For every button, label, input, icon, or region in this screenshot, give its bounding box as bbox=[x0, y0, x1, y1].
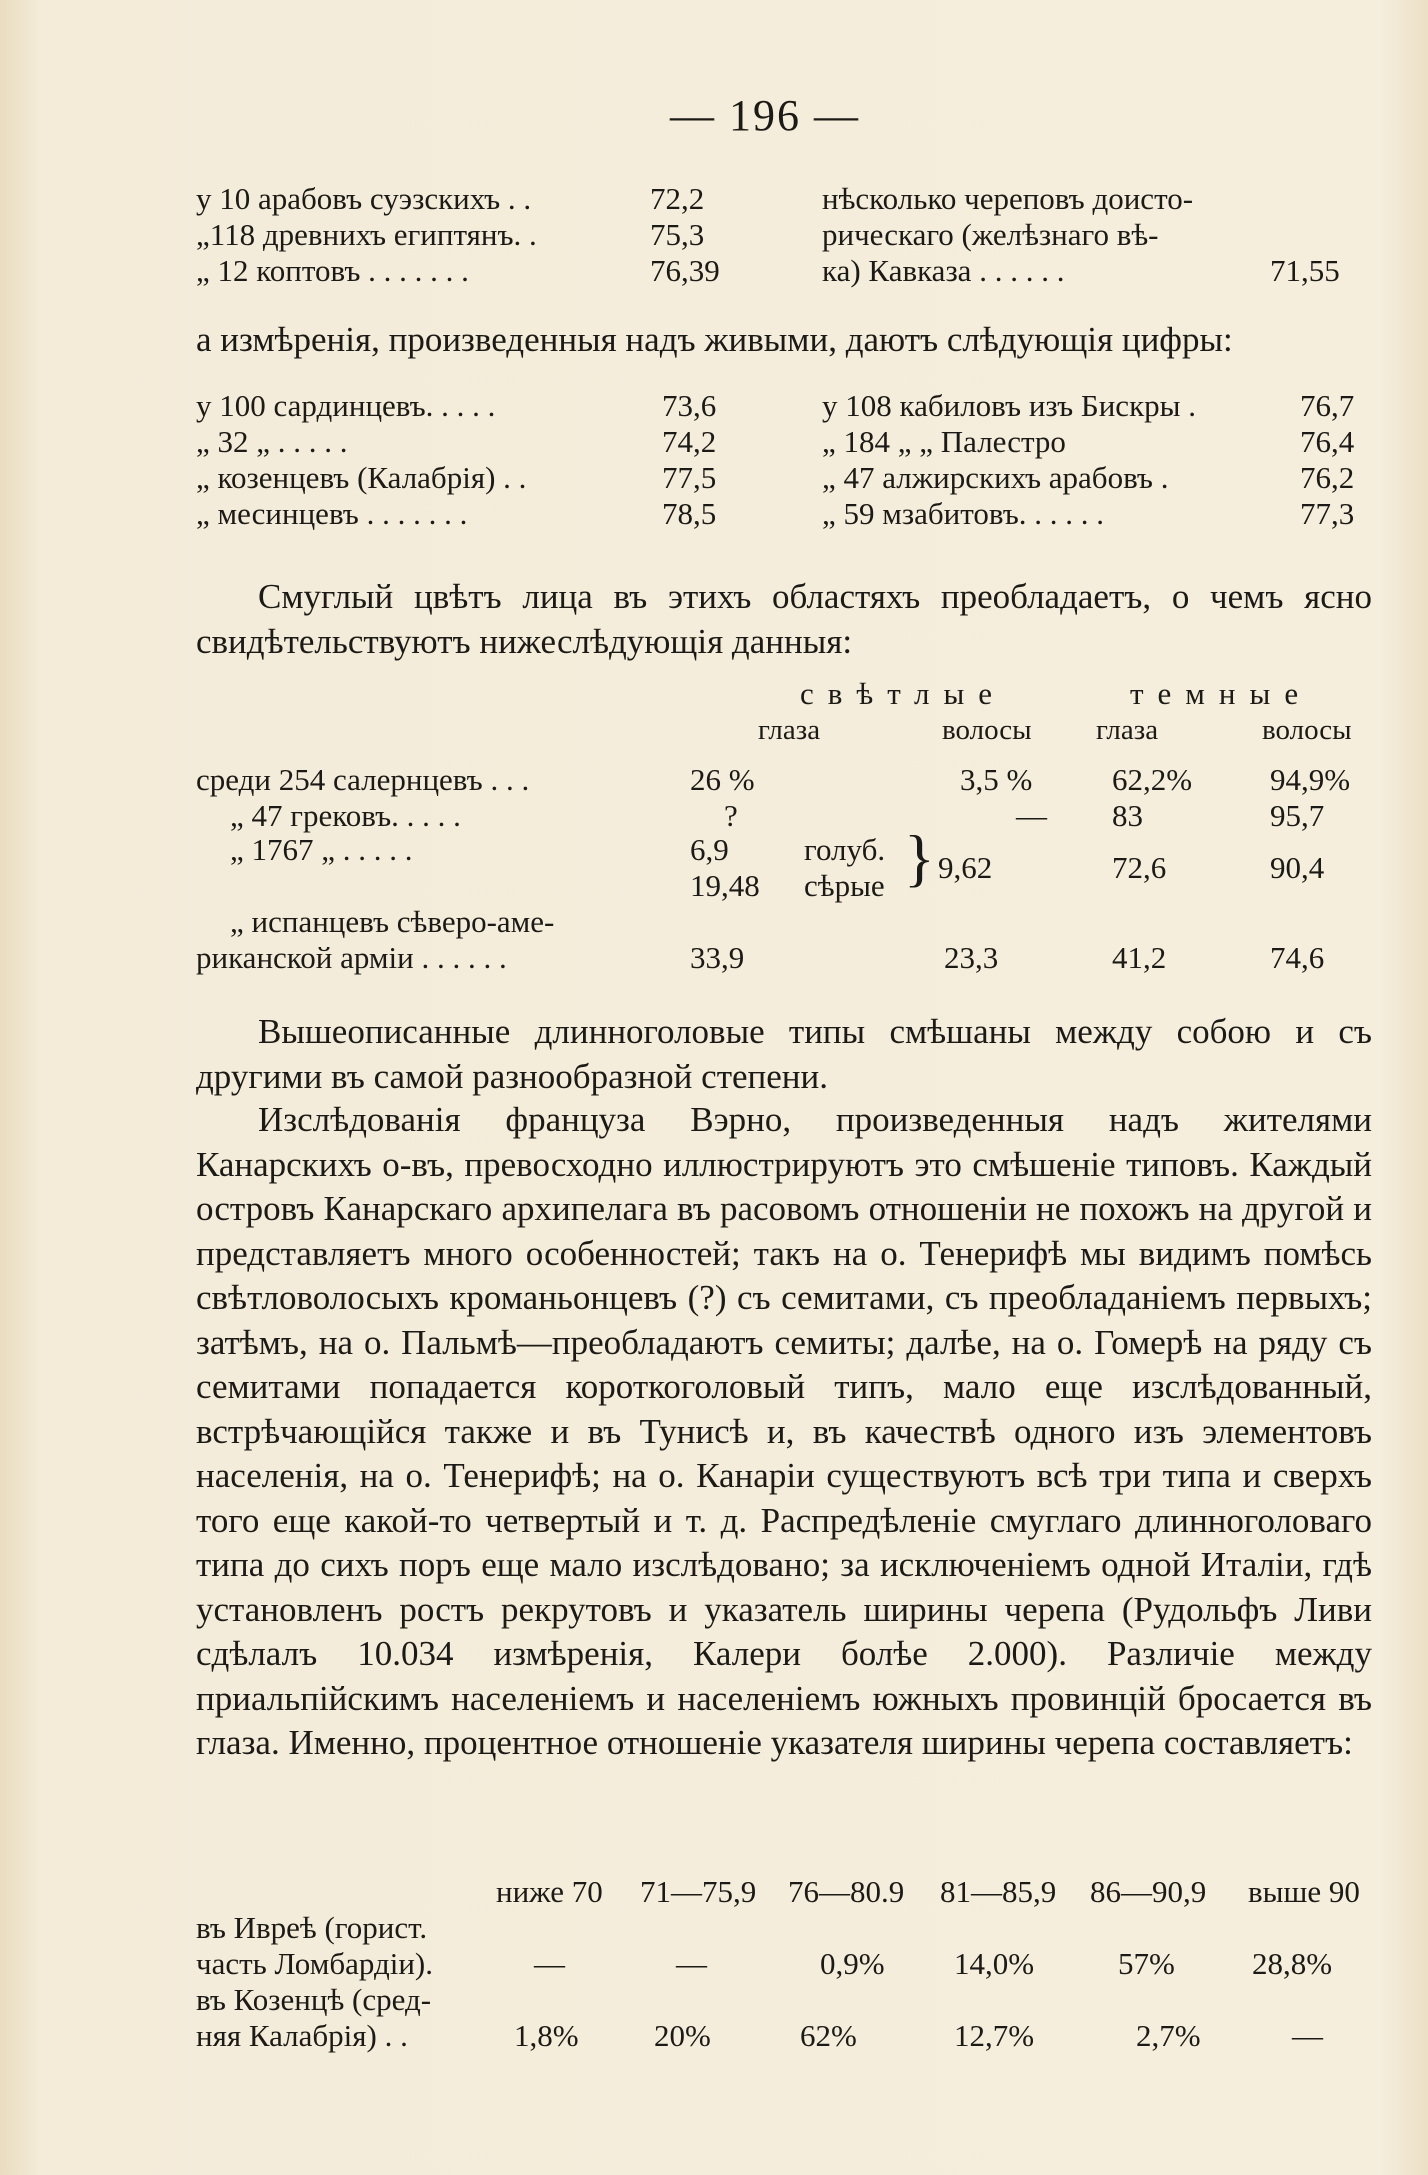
color-row-2-dark-eyes: 83 bbox=[1112, 798, 1143, 833]
color-row-3-light-eyes-note: голуб. bbox=[804, 832, 886, 867]
color-row-1-light-hair: 3,5 % bbox=[960, 762, 1033, 797]
index-row-2-v2: 20% bbox=[654, 2018, 711, 2053]
cranial-right-value-3: 71,55 bbox=[1270, 253, 1340, 288]
living-right-label-3: „ 47 алжирскихъ арабовъ . bbox=[822, 460, 1169, 495]
living-right-label-4: „ 59 мзабитовъ. . . . . . bbox=[822, 496, 1105, 531]
index-row-1-label-2: часть Ломбардіи). bbox=[196, 1946, 433, 1981]
index-row-1-v2: — bbox=[676, 1946, 707, 1981]
color-row-4-label-2: риканской арміи . . . . . . bbox=[196, 940, 507, 975]
index-row-1-v3: 0,9% bbox=[820, 1946, 885, 1981]
index-row-2-v1: 1,8% bbox=[514, 2018, 579, 2053]
living-left-label-4: „ месинцевъ . . . . . . . bbox=[196, 496, 468, 531]
index-row-2-v4: 12,7% bbox=[954, 2018, 1035, 2053]
living-right-label-1: у 108 кабиловъ изъ Бискры . bbox=[822, 388, 1196, 423]
living-right-value-1: 76,7 bbox=[1300, 388, 1355, 423]
index-row-2-label: въ Козенцѣ (сред- bbox=[196, 1982, 432, 2017]
cranial-right-label-1: нѣсколько череповъ доисто- bbox=[822, 181, 1194, 216]
color-row-3-light-eyes-2: 19,48 bbox=[690, 868, 760, 903]
index-row-1-v6: 28,8% bbox=[1252, 1946, 1333, 1981]
index-col-5: 86—90,9 bbox=[1090, 1874, 1207, 1909]
index-col-3: 76—80.9 bbox=[788, 1874, 905, 1909]
living-right-value-3: 76,2 bbox=[1300, 460, 1355, 495]
color-row-1-label: среди 254 салернцевъ . . . bbox=[196, 762, 530, 797]
living-left-value-2: 74,2 bbox=[662, 424, 717, 459]
index-col-2: 71—75,9 bbox=[640, 1874, 757, 1909]
paragraph-verneau: Изслѣдованія француза Вэрно, произведенныя надъ жителями Канарскихъ о-въ, превосходно иллюстрируютъ это смѣшеніе типовъ. Каждый островъ Канарскаго архипелага въ расовомъ отношеніи не похожъ на другой и представляетъ много особенностей; такъ на о. Тенерифѣ мы видимъ помѣсь свѣтловолосыхъ кроманьонцевъ (?) съ семитами, съ преобладаніемъ первыхъ; затѣмъ, на о. Пальмѣ—преобладаютъ семиты; далѣе, на о. Гомерѣ на ряду съ семитами попадается короткоголовый типъ, мало еще изслѣдованный, встрѣчающійся также и въ Тунисѣ и, въ качествѣ одного изъ элементовъ населенія, на о. Тенерифѣ; на о. Канаріи существуютъ всѣ три типа и сверхъ того еще какой-то четвертый и т. д. Распредѣленіе смуглаго длинноголоваго типа до сихъ поръ еще мало изслѣдовано; за исключеніемъ одной Италіи, гдѣ установленъ ростъ рекрутовъ и указатель ширины черепа (Рудольфъ Ливи сдѣлалъ 10.034 измѣренія, Калери болѣе 2.000). Различіе между приальпійскимъ населеніемъ и населеніемъ южныхъ провинцій бросается въ глаза. Именно, процентное отношеніе указателя ширины черепа составляетъ: bbox=[196, 1100, 1372, 1762]
living-left-label-3: „ козенцевъ (Калабрія) . . bbox=[196, 460, 527, 495]
color-row-4-dark-hair: 74,6 bbox=[1270, 940, 1325, 975]
color-row-2-label: „ 47 грековъ. . . . . bbox=[230, 798, 461, 833]
color-table-sub-light-eyes: глаза bbox=[758, 714, 821, 746]
color-table-sub-dark-hair: волосы bbox=[1262, 714, 1352, 746]
color-row-3-light-eyes: 6,9 bbox=[690, 832, 729, 867]
cranial-left-label-3: „ 12 коптовъ . . . . . . . bbox=[196, 253, 469, 288]
living-left-label-1: у 100 сардинцевъ. . . . . bbox=[196, 388, 496, 423]
living-left-label-2: „ 32 „ . . . . . bbox=[196, 424, 348, 459]
cranial-left-label-1: у 10 арабовъ суэзскихъ . . bbox=[196, 181, 532, 216]
color-row-1-dark-hair: 94,9% bbox=[1270, 762, 1351, 797]
living-left-value-1: 73,6 bbox=[662, 388, 717, 423]
paragraph-mixed-types: Вышеописанные длинноголовые типы смѣшаны между собою и съ другими въ самой разнообразной степени. bbox=[196, 1012, 1372, 1096]
color-row-3-dark-eyes: 72,6 bbox=[1112, 850, 1167, 885]
color-table-group-light: свѣтлые bbox=[800, 676, 1007, 711]
paragraph-complexion: Смуглый цвѣтъ лица въ этихъ областяхъ преобладаетъ, о чемъ ясно свидѣтельствуютъ нижеслѣдующія данныя: bbox=[196, 577, 1372, 661]
color-row-4-label: „ испанцевъ сѣверо-аме- bbox=[230, 904, 555, 939]
color-row-4-dark-eyes: 41,2 bbox=[1112, 940, 1167, 975]
living-right-value-4: 77,3 bbox=[1300, 496, 1355, 531]
living-right-label-2: „ 184 „ „ Палестро bbox=[822, 424, 1066, 459]
index-row-1-v1: — bbox=[534, 1946, 565, 1981]
index-row-1-v4: 14,0% bbox=[954, 1946, 1035, 1981]
color-row-3-light-hair: 9,62 bbox=[938, 850, 993, 885]
color-row-4-light-eyes: 33,9 bbox=[690, 940, 745, 975]
color-row-4-light-hair: 23,3 bbox=[944, 940, 999, 975]
color-row-3-light-eyes-note-2: сѣрые bbox=[804, 868, 885, 903]
color-table-sub-dark-eyes: глаза bbox=[1096, 714, 1159, 746]
living-left-value-3: 77,5 bbox=[662, 460, 717, 495]
index-row-2-v5: 2,7% bbox=[1136, 2018, 1201, 2053]
color-row-2-light-hair: — bbox=[1016, 798, 1047, 833]
index-row-2-label-2: няя Калабрія) . . bbox=[196, 2018, 408, 2053]
brace-glyph: } bbox=[904, 822, 935, 893]
cranial-right-label-3: ка) Кавказа . . . . . . bbox=[822, 253, 1065, 288]
color-row-1-dark-eyes: 62,2% bbox=[1112, 762, 1193, 797]
color-table-sub-light-hair: волосы bbox=[942, 714, 1032, 746]
cranial-left-value-2: 75,3 bbox=[650, 217, 705, 252]
index-col-6: выше 90 bbox=[1248, 1874, 1360, 1909]
index-row-2-v6: — bbox=[1292, 2018, 1323, 2053]
living-right-value-2: 76,4 bbox=[1300, 424, 1355, 459]
living-left-value-4: 78,5 bbox=[662, 496, 717, 531]
living-intro: а измѣренія, произведенныя надъ живыми, даютъ слѣдующія цифры: bbox=[196, 320, 1233, 359]
color-table-group-dark: темные bbox=[1130, 676, 1313, 711]
page-number: — 196 — bbox=[670, 91, 860, 140]
index-row-1-v5: 57% bbox=[1118, 1946, 1175, 1981]
cranial-left-value-1: 72,2 bbox=[650, 181, 705, 216]
color-row-2-light-eyes: ? bbox=[724, 798, 738, 833]
index-col-1: ниже 70 bbox=[496, 1874, 603, 1909]
index-col-4: 81—85,9 bbox=[940, 1874, 1057, 1909]
index-row-2-v3: 62% bbox=[800, 2018, 857, 2053]
color-row-3-label: „ 1767 „ . . . . . bbox=[230, 832, 413, 867]
color-row-1-light-eyes: 26 % bbox=[690, 762, 755, 797]
index-row-1-label: въ Иврeѣ (горист. bbox=[196, 1910, 428, 1945]
color-row-2-dark-hair: 95,7 bbox=[1270, 798, 1325, 833]
cranial-right-label-2: рическаго (желѣзнаго вѣ- bbox=[822, 217, 1159, 252]
cranial-left-value-3: 76,39 bbox=[650, 253, 720, 288]
color-row-3-dark-hair: 90,4 bbox=[1270, 850, 1325, 885]
cranial-left-label-2: „118 древнихъ египтянъ. . bbox=[196, 217, 537, 252]
